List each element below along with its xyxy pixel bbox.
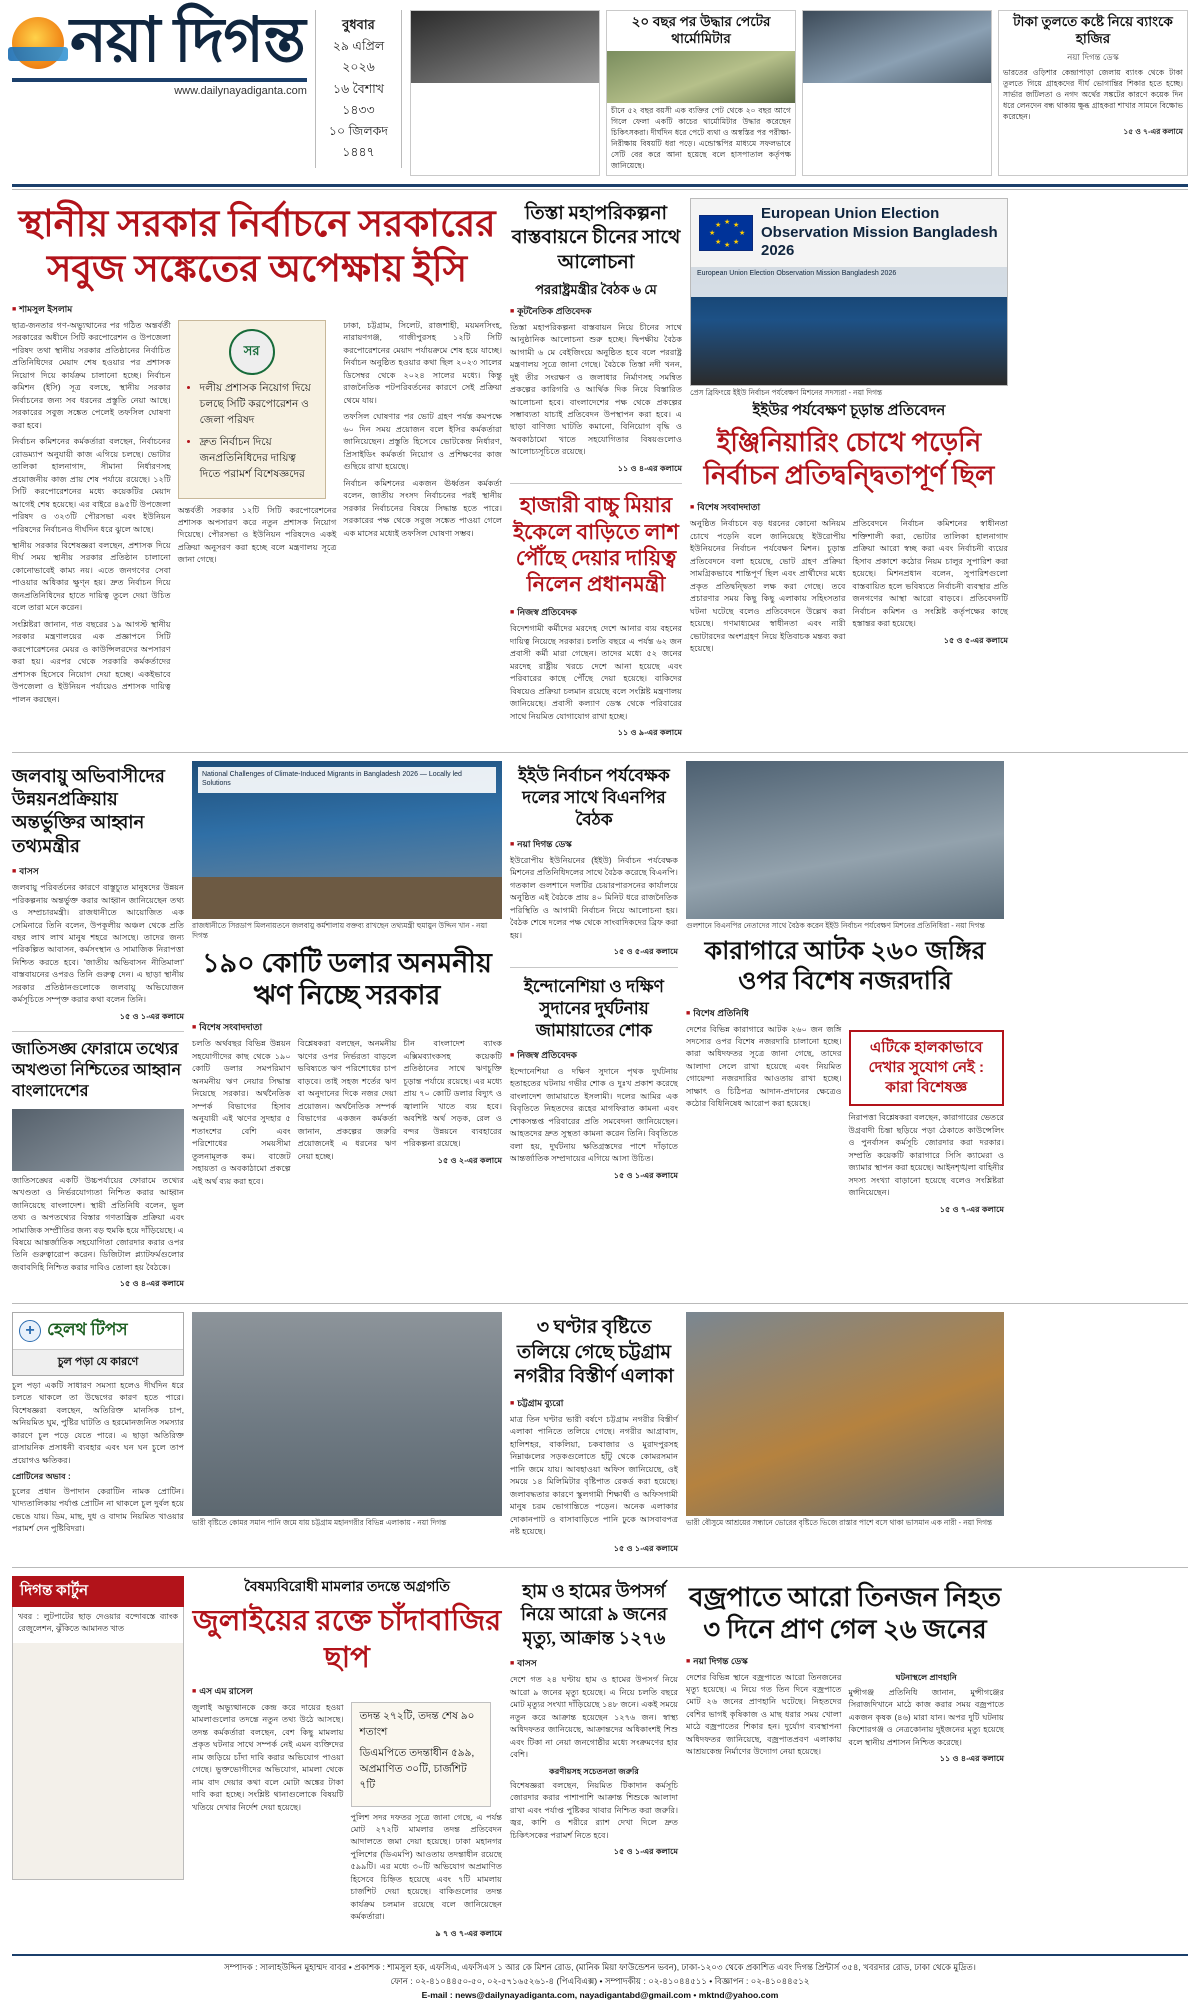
climate-story <box>12 761 184 1295</box>
footer-imprint: সম্পাদক : সালাহউদ্দিন মুহাম্মদ বাবর • প্রকাশক : শামসুল হক, এফসিএ, এফসিএস ১ আর কে মিশন রোড, (মানিক মিয়া ফাউন্ডেশন ভবন), ঢাকা-১২০৩ থেকে প্রকাশিত এবং দিগন্ত প্রিন্টার্স ৩৫৪, খবরদার রোড, ঢাকা থেকে মুদ্রিত। <box>224 1962 976 1973</box>
date-block <box>315 10 402 168</box>
paragraph: নিরাপত্তা বিশ্লেষকরা বলছেন, কারাগারের ভেতরে উগ্রবাদী চিন্তা ছড়িয়ে পড়া ঠেকাতে কাউন্সেলিং ও পুনর্বাসন কর্মসূচি জোরদার করা দরকার। সম্প্রতি কয়েকটি কারাগারে সিসি ক্যামেরা ও জ্যামার স্থাপন করা হয়েছে। আইনশৃঙ্খলা বাহিনীর সদস্য সংখ্যা বাড়ানো হয়েছে বলেও সংশ্লিষ্টরা জানিয়েছেন। <box>848 1113 1004 1198</box>
cartoon-caption-wrap <box>13 1607 183 1643</box>
paper-title: নয়া দিগন্ত <box>70 7 305 75</box>
eu-byline: ■ বিশেষ সংবাদদাতা <box>690 500 1008 515</box>
rain-headline: ৩ ঘণ্টার বৃষ্টিতে তলিয়ে গেছে চট্টগ্রাম নগরীর বিস্তীর্ণ এলাকা <box>514 1316 674 1388</box>
eu-press-photo <box>691 267 1007 385</box>
promo-headline: ২০ বছর পর উদ্ধার পেটের থার্মোমিটার <box>631 14 771 46</box>
website-url[interactable]: www.dailynayadiganta.com <box>174 85 307 97</box>
lead-pullbox <box>178 320 326 499</box>
umbrella-photo-caption: ভারী বৌসুমে আশ্রয়ের সন্ধানে ভোরের বৃষ্টিতে ভিজে রাস্তার পাশে বসে থাকা ভাসমান এক নারী - নয়া দিগন্ত <box>686 1517 993 1527</box>
bnp-and-condolence <box>510 761 678 1295</box>
condolence-byline: ■ নিজস্ব প্রতিবেদক <box>510 1048 678 1063</box>
chadabaji-kicker: বৈষম্যবিরোধী মামলার তদন্তে অগ্রগতি <box>244 1580 450 1596</box>
rain-byline: ■ চট্টগ্রাম ব্যুরো <box>510 1396 678 1411</box>
rain-photo-caption: ভারী বৃষ্টিতে কোমর সমান পানি জমে যায় চট্টগ্রাম মহানগরীর বিভিন্ন এলাকায় - নয়া দিগন্ত <box>192 1517 447 1527</box>
paragraph: মাত্র তিন ঘণ্টার ভারী বর্ষণে চট্টগ্রাম নগরীর বিস্তীর্ণ এলাকা পানিতে তলিয়ে গেছে। নগরীর আগ্রাবাদ, হালিশহর, বাকলিয়া, চকবাজার ও মুরাদপুরসহ নিম্নাঞ্চলের সড়কগুলোতে হাঁটু থেকে কোমরসমান পানি জমে যায়। আবহাওয়া অফিস জানিয়েছে, ওই সময়ে ১৪ মিলিমিটার বৃষ্টিপাত রেকর্ড করা হয়েছে। জলাবদ্ধতার কারণে স্কুলগামী শিক্ষার্থী ও অফিসগামী মানুষ চরম ভোগান্তিতে পড়েন। অনেক এলাকার দোকানপাট ও বাসাবাড়িতে পানি ঢুকে আসবাবপত্র নষ্ট হয়েছে। <box>510 1414 678 1537</box>
hijri-date: ১০ জিলকদ ১৪৪৭ <box>328 124 388 160</box>
jump-line: ১৫ ও ৫-এর কলামে <box>613 947 678 957</box>
jump-line: ৯ ৭ ও ৭-এর কলামে <box>435 1928 502 1938</box>
jump-line: ১৫ ও ৭-এর কলামে <box>939 1204 1004 1214</box>
jump-line: ১১ ও ৪-এর কলামে <box>939 1754 1004 1764</box>
jump-line: ১৫ ও ১-এর কলামে <box>119 1011 184 1021</box>
seminar-photo-caption: রাজধানীতে সিরডাপ মিলনায়তনে জলবায়ু কর্মশালায় বক্তব্য রাখছেন তথ্যমন্ত্রী হুমায়ুন উদ্দিন খান - নয়া দিগন্ত <box>192 920 488 940</box>
promo-text: ভারতের ওড়িশার কেন্দ্রাপাড়া জেলায় ব্যাংক থেকে টাকা তুলতে গিয়ে গ্রাহকদের দীর্ঘ ভোগান্তির শিকার হতে হচ্ছে। সার্ভার জটিলতা ও নগদ অর্থের সঙ্কটের কারণে কয়েক দিন ধরে লেনদেন বন্ধ থাকায় ক্ষুব্ধ গ্রাহকরা শাখার সামনে বিক্ষোভ করেছেন। <box>1003 67 1183 121</box>
eu-story <box>690 198 1008 744</box>
jump-line: ১৫ ও ১-এর কলামে <box>613 1847 678 1857</box>
lead-byline: ■ শামসুল ইসলাম <box>12 302 502 317</box>
masthead-rule <box>12 78 307 82</box>
measles-story <box>510 1576 678 1944</box>
paragraph: পুলিশ সদর দফতর সূত্রে জানা গেছে, এ পর্যন্ত মোট ২৭২টি মামলার তদন্ত প্রতিবেদন আদালতে জমা দেয়া হয়েছে। ঢাকা মহানগর পুলিশের (ডিএমপি) আওতায় তদন্তাধীন রয়েছে ৫৯৯টি। এর মধ্যে ৩০টি অভিযোগ অপ্রমাণিত হিসেবে চিহ্নিত হয়েছে এবং ৭টি মামলায় চার্জশিট দেয়া হয়েছে। বাকিগুলোর তদন্ত কার্যক্রম চলমান রয়েছে বলে জানিয়েছেন কর্মকর্তারা। <box>350 1812 502 1922</box>
jump-line: ১৫ ও ১-এর কলামে <box>613 1543 678 1553</box>
street-dweller-photo <box>686 1312 1004 1516</box>
umbrella-photo-block <box>686 1312 1004 1559</box>
lightning-byline: ■ নয়া দিগন্ত ডেস্ক <box>686 1654 1004 1669</box>
loan-headline: ১৯০ কোটি ডলার অনমনীয় ঋণ নিচ্ছে সরকার <box>202 947 492 1011</box>
promo-card[interactable] <box>606 10 796 176</box>
teesta-and-hazari <box>510 198 682 744</box>
jump-line: ১৫ ও ৫-এর কলামে <box>943 635 1008 645</box>
seminar-photo <box>192 761 502 919</box>
chadabaji-story <box>192 1576 502 1944</box>
paragraph: ঢাকা, চট্টগ্রাম, সিলেট, রাজশাহী, ময়মনসিংহ, নারায়ণগঞ্জ, গাজীপুরসহ ১২টি সিটি করপোরেশনের মেয়াদ পর্যায়ক্রমে শেষ হয়ে যাচ্ছে। নির্বাচন অনুষ্ঠিত হওয়ার কথা ছিল ২০২৩ সালের ডিসেম্বর থেকে ২০২৪ সালের মধ্যে। কিন্তু রাজনৈতিক পটপরিবর্তনের কারণে সেই প্রক্রিয়া থেমে যায়। <box>343 321 503 405</box>
footer-email[interactable]: E-mail : news@dailynayadiganta.com, nayadigantabd@gmail.com • mktnd@yahoo.com <box>421 1989 779 2000</box>
pullbox-item: • দ্রুত নির্বাচন দিয়ে জনপ্রতিনিধিদের দায়িত্ব দিতে পরামর্শ বিশেষজ্ঞদের <box>200 435 316 482</box>
chadabaji-headline: জুলাইয়ের রক্তে চাঁদাবাজির ছাপ <box>192 1605 502 1674</box>
cartoon-title: দিগন্ত কার্টুন <box>12 1576 184 1607</box>
chittagong-flood-photo <box>192 1312 502 1516</box>
eu-headline: ইঞ্জিনিয়ারিং চোখে পড়েনি নির্বাচন প্রতিদ্বন্দ্বিতাপূর্ণ ছিল <box>703 428 995 490</box>
sun-logo-icon <box>12 17 64 69</box>
pullbox-item: • দলীয় প্রশাসক নিয়োগ দিয়ে চলছে সিটি করপোরেশন ও জেলা পরিষদ <box>200 381 316 428</box>
promo-card[interactable] <box>802 10 992 176</box>
bnp-meeting-photo <box>686 761 1004 919</box>
masthead-divider-thin <box>12 189 1188 190</box>
un-headline: জাতিসঙ্ঘ ফোরামে তথ্যের অখণ্ডতা নিশ্চিতের আহ্বান বাংলাদেশের <box>12 1041 181 1100</box>
lead-story <box>12 198 502 744</box>
health-subtitle: চুল পড়া যে কারণে <box>13 1350 183 1375</box>
rain-story <box>510 1312 678 1559</box>
promo-source: নয়া দিগন্ত ডেস্ক <box>1067 51 1119 62</box>
climate-headline: জলবায়ু অভিবাসীদের উন্নয়নপ্রক্রিয়ায় অন্তর্ভুক্তির আহ্বান তথ্যমন্ত্রীর <box>12 765 165 856</box>
eu-flag-icon: ★ ★ ★ ★ ★ ★ ★ ★ <box>699 215 753 251</box>
paragraph: দেশের বিভিন্ন স্থানে বজ্রপাতে আরো তিনজনের মৃত্যু হয়েছে। এ নিয়ে গত তিন দিনে বজ্রপাতে মোট ২৬ জনের প্রাণহানি ঘটেছে। নিহতদের বেশির ভাগই কৃষিকাজ ও মাছ ধরার সময় খোলা মাঠে বজ্রপাতের শিকার হন। দুর্যোগ ব্যবস্থাপনা অধিদফতর জানিয়েছে, বজ্রপাতপ্রবণ এলাকায় আশ্রয়কেন্দ্র নির্মাণের উদ্যোগ নেয়া হয়েছে। <box>686 1672 842 1757</box>
promo-headline: টাকা তুলতে কষ্টে নিয়ে ব্যাংকে হাজির <box>1013 14 1173 46</box>
measles-byline: ■ বাসস <box>510 1656 678 1671</box>
paragraph: অন্তর্বর্তী সরকার ১২টি সিটি করপোরেশনের প্রশাসক অপসারণ করে নতুন প্রশাসক নিয়োগ দিয়েছে। পৌরসভা ও ইউনিয়ন পরিষদেও একই প্রক্রিয়া অনুসরণ করা হচ্ছে বলে মন্ত্রণালয় সূত্রে জানা গেছে। <box>177 505 337 565</box>
paragraph: জুলাই অভ্যুত্থানকে কেন্দ্র করে দায়ের হওয়া মামলাগুলোর তদন্তে নতুন তথ্য উঠে আসছে। তদন্ত কর্মকর্তারা বলছেন, বেশ কিছু মামলায় প্রকৃত ঘটনার সাথে সম্পর্ক নেই এমন ব্যক্তিদের নাম জড়িয়ে চাঁদা দাবি করার অভিযোগ পাওয়া গেছে। ভুক্তভোগীদের অভিযোগ, মামলা থেকে নাম বাদ দেয়ার কথা বলে মোটা অঙ্কের টাকা দাবি করা হচ্ছে। সংশ্লিষ্ট থানাগুলোকে বিষয়টি খতিয়ে দেখার নির্দেশ দেয়া হয়েছে। <box>192 1702 344 1812</box>
paragraph: নির্বাচন কমিশনের কর্মকর্তারা বলছেন, নির্বাচনের রোডম্যাপ অনুযায়ী কাজ এগিয়ে চলছে। ভোটার তালিকা হালনাগাদ, সীমানা নির্ধারণসহ প্রয়োজনীয় কাজ প্রায় শেষ পর্যায়ে রয়েছে। ১২টি সিটি করপোরেশনের মধ্যে কয়েকটির মেয়াদ আগেই শেষ হয়েছে। এর বাইরে ৪৯৫টি উপজেলা পরিষদ ও ৩২৩টি পৌরসভা এবং ইউনিয়ন পরিষদের নির্বাচনও দীর্ঘদিন ধরে ঝুলে আছে। <box>12 437 171 534</box>
row-three <box>12 1312 1188 1559</box>
promo-text: চীনে ৫২ বছর বয়সী এক ব্যক্তির পেট থেকে ২০ বছর আগে গিলে ফেলা একটি কাচের থার্মোমিটার উদ্ধার করেছেন চিকিৎসকরা। দীর্ঘদিন ধরে পেটে ব্যথা ও অস্বস্তির পর পরীক্ষা-নিরীক্ষায় বিষয়টি ধরা পড়ে। এন্ডোস্কপির মাধ্যমে সফলভাবে সেটি বের করে আনা হয়েছে বলে হাসপাতাল কর্তৃপক্ষ জানিয়েছে। <box>611 105 791 170</box>
health-sub2: প্রোটিনের অভাব : <box>12 1472 71 1482</box>
govt-seal-icon <box>229 329 275 375</box>
masthead-divider <box>12 184 1188 187</box>
promo-jump: ১৫ ও ৭-এর কলামে <box>1123 126 1183 136</box>
paragraph: নির্বাচন কমিশনের একজন ঊর্ধ্বতন কর্মকর্তা বলেন, জাতীয় সংসদ নির্বাচনের পরই স্থানীয় সরকার নির্বাচনের বিষয়ে সিদ্ধান্ত হতে পারে। সরকারের পক্ষ থেকে সবুজ সঙ্কেত পাওয়া গেলে এক মাসের মধ্যেই তফসিল ঘোষণা সম্ভব। <box>343 478 503 538</box>
paragraph: তিস্তা মহাপরিকল্পনা বাস্তবায়ন নিয়ে চীনের সাথে আনুষ্ঠানিক আলোচনা শুরু হচ্ছে। দ্বিপক্ষীয় বৈঠক আগামী ৬ মে বেইজিংয়ে অনুষ্ঠিত হবে বলে পররাষ্ট্র মন্ত্রণালয় সূত্রে জানা গেছে। বৈঠকে তিস্তা নদী খনন, দুই তীর সংরক্ষণ ও জলাধার নির্মাণসহ সমন্বিত প্রকল্পের কারিগরি ও আর্থিক দিক নিয়ে বিস্তারিত আলোচনা হবে। বাংলাদেশের পক্ষ থেকে প্রকল্পের সম্ভাব্যতা যাচাই প্রতিবেদন উপস্থাপন করা হবে। এ ছাড়া বাণিজ্য ঘাটতি কমানো, বিনিয়োগ বৃদ্ধি ও অবকাঠামো খাতে সহযোগিতার বিষয়গুলোও আলোচ্যসূচিতে রয়েছে। <box>510 322 682 457</box>
top-promo-strip <box>410 10 1188 176</box>
lead-column-2 <box>178 320 337 710</box>
lead-column-3 <box>343 320 502 710</box>
lightning-subhead: ঘটনাস্থলে প্রাণহানি <box>895 1672 957 1682</box>
loan-byline: ■ বিশেষ সংবাদদাতা <box>192 1020 502 1035</box>
teesta-headline: তিস্তা মহাপরিকল্পনা বাস্তবায়নে চীনের সাথে আলোচনা <box>511 202 681 274</box>
paragraph: বিদেশগামী কর্মীদের মরদেহ দেশে আনার ব্যয় বহনের দায়িত্ব নিয়েছে সরকার। চলতি বছরে এ পর্যন্ত ৬২ জন প্রবাসী কর্মী মারা গেছেন। তাদের মধ্যে ৫২ জনের মরদেহ রাষ্ট্রীয় খরচে দেশে আনা হয়েছে এবং পরিবারের কাছে পৌঁছে দেয়া হয়েছে। বাকিদের বিষয়েও প্রক্রিয়া চলমান রয়েছে বলে সংশ্লিষ্ট মন্ত্রণালয় জানিয়েছে। প্রবাসী কল্যাণ ডেস্ক থেকে পরিবারের সাথে নিয়মিত যোগাযোগ রাখা হচ্ছে। <box>510 624 682 721</box>
eu-backdrop-text: European Union Election Observation Mission Bangladesh 2026 <box>697 270 897 277</box>
paragraph: প্রতিবেদনে নির্বাচন কমিশনের স্বাধীনতা শক্তিশালী করা, ভোটার তালিকা হালনাগাদ প্রক্রিয়া আরো স্বচ্ছ করা এবং নির্বাচনী ব্যয়ের হিসাব প্রকাশে কঠোর নিয়ম চালুর সুপারিশ করা হয়েছে। মিশনপ্রধান বলেন, সুপারিশগুলো বাস্তবায়িত হলে ভবিষ্যতে নির্বাচনী ব্যবস্থার প্রতি জনগণের আস্থা আরো বাড়বে। প্রতিবেদনটি নির্বাচন কমিশন ও সংশ্লিষ্ট কর্তৃপক্ষের কাছে হস্তান্তর করা হয়েছে। <box>852 519 1008 629</box>
weekday: বুধবার <box>342 17 375 32</box>
paragraph: অনুষ্ঠিত নির্বাচনে বড় ধরনের কোনো অনিয়ম চোখে পড়েনি বলে জানিয়েছে ইউরোপীয় ইউনিয়নের নির্বাচন পর্যবেক্ষণ মিশন। চূড়ান্ত প্রতিবেদনে বলা হয়েছে, ভোট গ্রহণ প্রক্রিয়া সামগ্রিকভাবে শান্তিপূর্ণ ছিল এবং প্রার্থীদের মধ্যে প্রকৃত প্রতিদ্বন্দ্বিতা লক্ষ করা গেছে। তবে প্রচারণার সময় কিছু কিছু এলাকায় সহিংসতার ঘটনা ঘটেছে বলেও প্রতিবেদনে উল্লেখ করা হয়েছে। গণমাধ্যমের স্বাধীনতা এবং নারী ভোটারদের অংশগ্রহণ নিয়ে ইতিবাচক মন্তব্য করা হয়েছে। <box>690 519 846 654</box>
paragraph: ইউরোপীয় ইউনিয়নের (ইইউ) নির্বাচন পর্যবেক্ষক মিশনের প্রতিনিধিদলের সাথে বৈঠক করেছে বিএনপি। গতকাল গুলশানে দলটির চেয়ারপারসনের কার্যালয়ে অনুষ্ঠিত এই বৈঠকে প্রায় ৪০ মিনিট ধরে রাজনৈতিক পরিস্থিতি ও আগামী নির্বাচন নিয়ে আলোচনা হয়। বৈঠক শেষে দলের পক্ষ থেকে সাংবাদিকদের ব্রিফ করা হয়। <box>510 855 678 940</box>
health-cross-icon <box>19 1320 41 1342</box>
page-footer <box>12 1954 1188 2002</box>
bnp-photo-caption: গুলশানে বিএনপির নেতাদের সাথে বৈঠক করেন ইইউ নির্বাচন পর্যবেক্ষণ মিশনের প্রতিনিধিরা - নয়া দিগন্ত <box>686 920 985 930</box>
paragraph: ছাত্র-জনতার গণ-অভ্যুত্থানের পর গঠিত অন্তর্বর্তী সরকারের অধীনে সিটি করপোরেশন ও উপজেলা পরিষদ তথা স্থানীয় সরকার প্রতিষ্ঠানের নির্বাচিত প্রতিনিধিদের মেয়াদ শেষ হওয়ার পর প্রশাসক নিয়োগ দিয়ে কার্যক্রম চালানো হচ্ছে। নির্বাচন কমিশন (ইসি) সূত্র বলছে, স্থানীয় সরকার নির্বাচনের জন্য সব ধরনের প্রস্তুতি নেয়া আছে। সরকারের সবুজ সঙ্কেত পেলেই তফসিল ঘোষণা করা হবে। <box>12 321 171 430</box>
paragraph: জলবায়ু পরিবর্তনের কারণে বাস্তুচ্যুত মানুষদের উন্নয়ন পরিকল্পনায় অন্তর্ভুক্ত করার আহ্বান জানিয়েছেন তথ্য ও সম্প্রচারমন্ত্রী। রাজধানীতে আয়োজিত এক সেমিনারে তিনি বলেন, উপকূলীয় অঞ্চল থেকে প্রতি বছর লাখ লাখ মানুষ শহরে আসছে। তাদের জন্য পরিকল্পিত আবাসন, কর্মসংস্থান ও সামাজিক নিরাপত্তা নিশ্চিত করতে হবে। 'জাতীয় অভিবাসন নীতিমালা' বাস্তবায়নের ওপরও তিনি গুরুত্ব দেন। এ ছাড়া স্থানীয় সরকার প্রতিষ্ঠানগুলোকে জলবায়ু অভিযোজন কর্মসূচিতে সম্পৃক্ত করার কথা বলেন তিনি। <box>12 883 184 1005</box>
eu-photo-caption: প্রেস ব্রিফিংয়ে ইইউ নির্বাচন পর্যবেক্ষণ মিশনের সদস্যরা - নয়া দিগন্ত <box>690 388 883 397</box>
jump-line: ১৫ ও ৪-এর কলামে <box>119 1279 184 1289</box>
masthead <box>12 7 1188 176</box>
lead-column-1 <box>12 320 171 710</box>
health-tips <box>12 1312 184 1559</box>
cartoon-artwork <box>13 1643 183 1879</box>
seminar-photo-block <box>192 761 502 1295</box>
hazari-byline: ■ নিজস্ব প্রতিবেদক <box>510 605 682 620</box>
lead-headline: স্থানীয় সরকার নির্বাচনে সরকারের সবুজ সঙ্কেতের অপেক্ষায় ইসি <box>18 203 496 290</box>
stat-item: তদন্ত ২৭২টি, তদন্ত শেষ ৯০ শতাংশ <box>359 1709 475 1738</box>
chadabaji-byline: ■ এস এম রাসেল <box>192 1684 502 1699</box>
teesta-subhead: পররাষ্ট্রমন্ত্রীর বৈঠক ৬ মে <box>535 281 657 297</box>
paragraph: দেশে গত ২৪ ঘণ্টায় হাম ও হামের উপসর্গ নিয়ে আরো ৯ জনের মৃত্যু হয়েছে। এ নিয়ে চলতি বছরে মোট মৃত্যুর সংখ্যা দাঁড়িয়েছে ১৪৮ জনে। একই সময়ে নতুন করে আক্রান্ত হয়েছেন ১২৭৬ জন। স্বাস্থ্য অধিদফতর জানিয়েছে, আক্রান্তদের অধিকাংশই শিশু এবং টিকা না নেয়া জনগোষ্ঠীর মধ্যে সংক্রমণের হার বেশি। <box>510 1675 678 1760</box>
paragraph: চুল পড়া একটি সাধারণ সমস্যা হলেও দীর্ঘদিন ধরে চলতে থাকলে তা উদ্বেগের কারণ হতে পারে। বিশেষজ্ঞরা বলছেন, অতিরিক্ত মানসিক চাপ, অনিয়মিত ঘুম, পুষ্টির ঘাটতি ও হরমোনজনিত সমস্যার কারণে চুল পড়ে যেতে পারে। এ ছাড়া অতিরিক্ত রাসায়নিক প্রসাধনী ব্যবহার এবং ঘন ঘন চুলে তাপ প্রয়োগও ক্ষতিকর। <box>12 1380 184 1465</box>
jump-line: ১৫ ও ২-এর কলামে <box>437 1155 503 1165</box>
jump-line: ১১ ও ৯-এর কলামে <box>617 728 682 738</box>
gregorian-date: ২৯ এপ্রিল ২০২৬ <box>332 39 385 75</box>
jail-pullquote <box>849 1030 1005 1107</box>
teesta-byline: ■ কূটনৈতিক প্রতিবেদক <box>510 304 682 319</box>
cartoon-block <box>12 1576 184 1944</box>
stat-item: ডিএমপিতে তদন্তাধীন ৫৯৯, অপ্রমাণিত ৩০টি, চার্জশিট ৭টি <box>359 1747 475 1791</box>
seminar-banner-text: National Challenges of Climate-Induced Migrants in Bangladesh 2026 — Locally led Solutions <box>198 767 496 793</box>
hazari-headline: হাজারী বাচ্চু মিয়ার ইকেলে বাড়িতে লাশ পৌঁছে দেয়ার দায়িত্ব নিলেন প্রধানমন্ত্রী <box>513 493 679 597</box>
paragraph: দেশের বিভিন্ন কারাগারে আটক ২৬০ জন জঙ্গি সদস্যের ওপর বিশেষ নজরদারি চালানো হচ্ছে। কারা অধিদফতর সূত্রে জানা গেছে, তাদের আলাদা সেলে রাখা হয়েছে এবং নিয়মিত গোয়েন্দা নজরদারির আওতায় রাখা হচ্ছে। সাক্ষাৎ ও চিঠিপত্র আদান-প্রদানের ক্ষেত্রেও কঠোর বিধিনিষেধ আরোপ করা হয়েছে। <box>686 1024 842 1109</box>
paragraph: বিশেষজ্ঞরা বলছেন, নিয়মিত টিকাদান কর্মসূচি জোরদার করার পাশাপাশি আক্রান্ত শিশুকে আলাদা রাখা এবং পর্যাপ্ত পুষ্টিকর খাবার নিশ্চিত করা জরুরি। জ্বর, কাশি ও শরীরে র‍্যাশ দেখা দিলে দ্রুত চিকিৎসকের পরামর্শ নিতে হবে। <box>510 1781 678 1840</box>
jail-story <box>686 761 1004 1295</box>
paragraph: ইন্দোনেশিয়া ও দক্ষিণ সুদানে পৃথক দুর্ঘটনায় হতাহতের ঘটনায় গভীর শোক ও দুঃখ প্রকাশ করেছে বাংলাদেশ জামায়াতে ইসলামী। দলের আমির এক বিবৃতিতে নিহতদের রূহের মাগফিরাত কামনা এবং শোকসন্তপ্ত পরিবারের প্রতি সমবেদনা জানিয়েছেন। আহতদের দ্রুত সুস্থতা কামনা করেন তিনি। বিবৃতিতে বলা হয়, দুর্ঘটনায় ক্ষতিগ্রস্তদের পাশে দাঁড়াতে আন্তর্জাতিক সম্প্রদায়ের এগিয়ে আসা উচিত। <box>510 1066 678 1164</box>
condolence-headline: ইন্দোনেশিয়া ও দক্ষিণ সুদানের দুর্ঘটনায় জামায়াতের শোক <box>524 976 664 1040</box>
rain-photo-block <box>192 1312 502 1559</box>
cartoon-caption: খবর : লুটপাটের ছাড় দেওয়ার বন্দোবস্তে ব্যাংক রেজুলেশন, ঝুঁকিতে আমানত খাত <box>18 1612 178 1634</box>
logo-block <box>12 7 307 97</box>
row-two <box>12 761 1188 1295</box>
paragraph: সংশ্লিষ্টরা জানান, গত বছরের ১৯ আগস্ট স্থানীয় সরকার মন্ত্রণালয়ের এক প্রজ্ঞাপনে সিটি করপোরেশনের মেয়র ও কাউন্সিলরদের অপসারণ করা হয়। এরপর থেকে সরকারি কর্মকর্তাদের প্রশাসক হিসেবে নিয়োগ দেয়া হচ্ছে। একইভাবে উপজেলা ও ইউনিয়ন পর্যায়েও প্রশাসক দায়িত্ব পালন করছেন। <box>12 619 171 704</box>
promo-photo <box>803 11 991 83</box>
row-lead <box>12 198 1188 744</box>
paragraph: চীন বাংলাদেশ ব্যাংক এক্সিমব্যাংকসহ কয়েকটি প্রতিষ্ঠানের সাথে ঋণচুক্তি চূড়ান্ত পর্যায়ে রয়েছে। এর মধ্যে প্রায় ৭০ কোটি ডলার বিদ্যুৎ ও জ্বালানি খাতে ব্যয় হবে। অবশিষ্ট অর্থ সড়ক, রেল ও বন্দর উন্নয়নে ব্যবহারের পরিকল্পনা রয়েছে। <box>403 1039 503 1149</box>
jail-pullquote-text: এটিকে হালকাভাবে দেখার সুযোগ নেই : কারা বিশেষজ্ঞ <box>868 1038 984 1097</box>
paragraph: স্থানীয় সরকার বিশেষজ্ঞরা বলছেন, প্রশাসক দিয়ে দীর্ঘ সময় স্থানীয় সরকার প্রতিষ্ঠান চালানো কোনোভাবেই কাম্য নয়। এতে জনগণের সেবা পাওয়ার অধিকার ক্ষুণ্ন হয়। দ্রুত নির্বাচন দিয়ে জনপ্রতিনিধিদের হাতে দায়িত্ব তুলে দেয়া উচিত বলে তারা মনে করেন। <box>12 540 171 613</box>
un-speaker-photo <box>12 1109 184 1171</box>
paragraph: চলতি অর্থবছর বিভিন্ন উন্নয়ন সহযোগীদের কাছ থেকে ১৯০ কোটি ডলার সমপরিমাণ অনমনীয় ঋণ নেয়ার সিদ্ধান্ত নিয়েছে সরকার। অর্থনৈতিক সম্পর্ক বিভাগের হিসাব অনুযায়ী এই ঋণের সুদহার ৫ শতাংশের বেশি এবং পরিশোধের সময়সীমা তুলনামূলক কম। বাজেট সহায়তা ও অবকাঠামো প্রকল্পে এই অর্থ ব্যয় করা হবে। <box>192 1039 291 1186</box>
bnp-byline: ■ নয়া দিগন্ত ডেস্ক <box>510 837 678 852</box>
row-four <box>12 1576 1188 1944</box>
footer-phones: ফোন : ০২-৪১০৪৪৫০-৫০, ০২-৫৭১৬৫২৬১-৪ (পিএবিএক্স) • সম্পাদকীয় : ০২-৪১০৪৪৫১১ • বিজ্ঞাপন : ০২-৪১০৪৪৫১২ <box>390 1975 810 1986</box>
paragraph: জাতিসঙ্ঘের একটি উচ্চপর্যায়ের ফোরামে তথ্যের অখণ্ডতা ও নির্ভরযোগ্যতা নিশ্চিত করার আহ্বান জানিয়েছে বাংলাদেশ। স্থায়ী প্রতিনিধি বলেন, ভুল তথ্য ও অপতথ্যের বিস্তার গণতান্ত্রিক প্রক্রিয়া এবং সামাজিক সম্প্রীতির জন্য বড় হুমকি হয়ে দাঁড়িয়েছে। এ বিষয়ে আন্তর্জাতিক সহযোগিতা জোরদার করার ওপর তিনি গুরুত্বারোপ করেন। ডিজিটাল প্ল্যাটফর্মগুলোর জবাবদিহি নিশ্চিত করার দাবিও তোলা হয় বৈঠকে। <box>12 1175 184 1272</box>
climate-byline: ■ বাসস <box>12 864 184 879</box>
jump-line: ১৫ ও ১-এর কলামে <box>613 1170 678 1180</box>
paragraph: মুন্সীগঞ্জ প্রতিনিধি জানান, মুন্সীগঞ্জের সিরাজদিখানে মাঠে কাজ করার সময় বজ্রপাতে একজন কৃষক (৪৬) মারা যান। অপর দুটি ঘটনায় কিশোরগঞ্জ ও নেত্রকোনায় দুইজনের মৃত্যু হয়েছে বলে স্থানীয় প্রশাসন নিশ্চিত করেছে। <box>848 1688 1004 1747</box>
measles-subhead: করণীয়সহ সচেতনতা জরুরি <box>549 1766 639 1776</box>
paragraph: বিশ্লেষকরা বলছেন, অনমনীয় ঋণের ওপর নির্ভরতা বাড়লে ভবিষ্যতে ঋণ পরিশোধের চাপ বাড়বে। তাই সহজ শর্তের ঋণ বা অনুদানের দিকে নজর দেয়া প্রয়োজন। অর্থনৈতিক সম্পর্ক বিভাগের একজন কর্মকর্তা জানান, প্রকল্পের জরুরি প্রয়োজনেই এ ধরনের ঋণ নেয়া হচ্ছে। <box>297 1039 397 1161</box>
measles-headline: হাম ও হামের উপসর্গ নিয়ে আরো ৯ জনের মৃত্যু, আক্রান্ত ১২৭৬ <box>520 1581 668 1648</box>
health-title: হেলথ টিপস <box>47 1319 128 1339</box>
chadabaji-stats <box>351 1702 491 1807</box>
promo-photo <box>607 51 795 103</box>
jail-byline: ■ বিশেষ প্রতিনিধি <box>686 1006 1004 1021</box>
bnp-headline: ইইউ নির্বাচন পর্যবেক্ষক দলের সাথে বিএনপির বৈঠক <box>518 765 670 829</box>
eu-kicker: ইইউর পর্যবেক্ষণ চূড়ান্ত প্রতিবেদন <box>752 402 946 419</box>
paragraph: তফসিল ঘোষণার পর ভোট গ্রহণ পর্যন্ত কমপক্ষে ৬০ দিন সময় প্রয়োজন বলে ইসির কর্মকর্তারা জানিয়েছেন। প্রস্তুতি হিসেবে ভোটকেন্দ্র নির্ধারণ, প্রিসাইডিং কর্মকর্তা নিয়োগ ও প্রশিক্ষণের কাজ গুছিয়ে রাখা হয়েছে। <box>343 412 503 472</box>
promo-photo <box>411 11 599 83</box>
paragraph: চুলের প্রধান উপাদান কেরাটিন নামক প্রোটিন। খাদ্যতালিকায় পর্যাপ্ত প্রোটিন না থাকলে চুল দুর্বল হয়ে ভেঙে যায়। ডিম, মাছ, দুধ ও বাদাম নিয়মিত খাওয়ার পরামর্শ দেন পুষ্টিবিদরা। <box>12 1486 184 1534</box>
jump-line: ১১ ও ৪-এর কলামে <box>617 463 682 473</box>
lightning-story <box>686 1576 1004 1944</box>
bengali-date: ১৬ বৈশাখ ১৪৩৩ <box>332 81 384 117</box>
promo-card[interactable] <box>410 10 600 176</box>
promo-card[interactable] <box>998 10 1188 176</box>
eu-mission-title: European Union Election Observation Mission Bangladesh 2026 <box>761 204 998 260</box>
lightning-headline: বজ্রপাতে আরো তিনজন নিহত ৩ দিনে প্রাণ গেল ২৬ জনের <box>689 1583 1001 1644</box>
jail-headline: কারাগারে আটক ২৬০ জঙ্গির ওপর বিশেষ নজরদারি <box>704 937 986 996</box>
eu-card <box>690 198 1008 386</box>
